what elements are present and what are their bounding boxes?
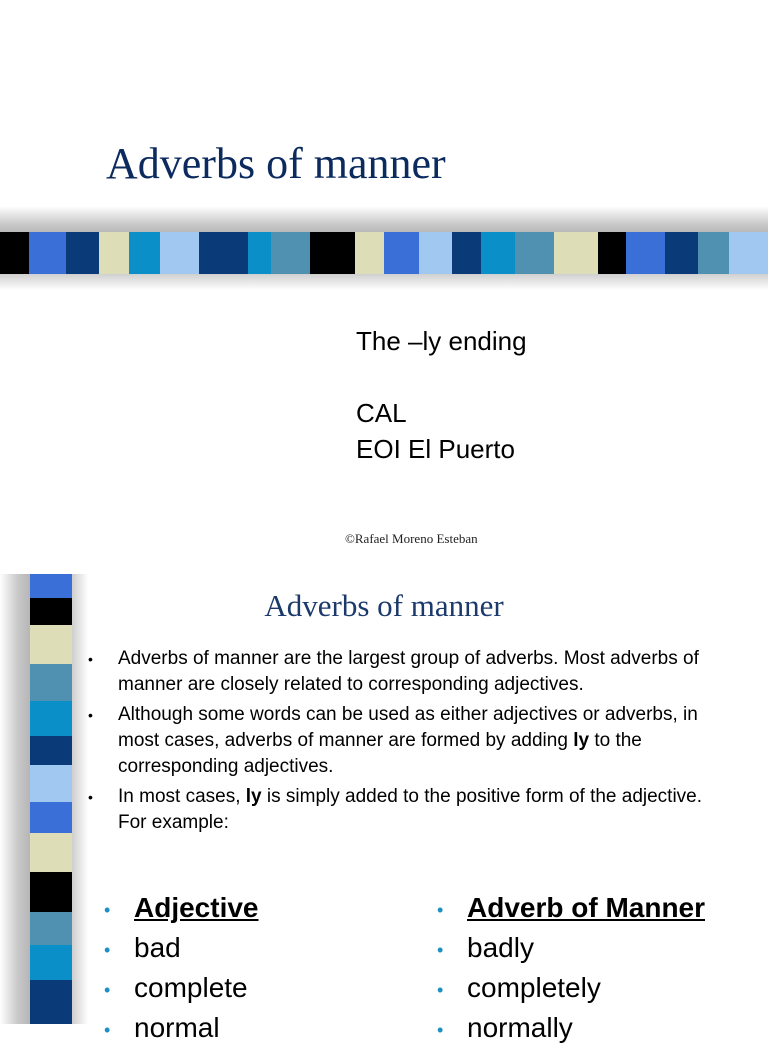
stripe-segment	[30, 802, 72, 833]
stripe-segment	[160, 232, 199, 274]
adjective-column	[104, 888, 259, 1048]
column-item	[104, 968, 259, 1008]
column-item	[437, 928, 705, 968]
stripe-segment	[0, 232, 29, 274]
column-item	[104, 928, 259, 968]
stripe-segment	[30, 736, 72, 765]
bullet-bold-text: ly	[573, 730, 590, 751]
bullet-icon: •	[104, 1020, 111, 1040]
stripe-segment	[698, 232, 729, 274]
stripe-segment	[384, 232, 419, 274]
stripe-segment	[30, 980, 72, 1024]
stripe-segment	[729, 232, 768, 274]
stripe-segment	[30, 625, 72, 664]
bullet-icon: •	[88, 789, 93, 805]
bullet-icon: •	[104, 900, 111, 920]
column-item	[437, 968, 705, 1008]
stripe-segment	[30, 912, 72, 945]
column-header	[437, 888, 705, 928]
stripe-segment	[29, 232, 66, 274]
stripe-segment	[30, 833, 72, 872]
column-header-text: Adjective	[134, 892, 259, 923]
bullet-icon: •	[437, 940, 444, 960]
bullet-item	[88, 784, 728, 836]
slide-title: Adverbs of manner	[264, 588, 504, 623]
bullet-icon: •	[88, 707, 93, 723]
stripe-segment	[129, 232, 160, 274]
slide-title: Adverbs of manner	[106, 139, 446, 188]
stripe-segment	[515, 232, 554, 274]
stripe-segment	[199, 232, 248, 274]
column-header-text: Adverb of Manner	[467, 892, 706, 923]
stripe-segment	[554, 232, 599, 274]
bullet-text: Although some words can be used as either adjectives or adverbs, in most cases, adverbs of manner are formed by adding	[118, 704, 698, 751]
stripe-segment	[99, 232, 128, 274]
column-item-text: badly	[467, 932, 534, 963]
bullet-icon: •	[437, 900, 444, 920]
bullet-list	[88, 646, 728, 840]
stripe-segment	[30, 664, 72, 701]
column-item-text: completely	[467, 972, 601, 1003]
subtitle-line: The –ly ending	[356, 326, 527, 356]
column-item	[104, 1008, 259, 1048]
copyright-text: ©Rafael Moreno Esteban	[345, 531, 478, 546]
bullet-item	[88, 702, 728, 780]
decorative-stripe	[0, 232, 768, 274]
bullet-icon: •	[104, 980, 111, 1000]
subtitle-line: EOI El Puerto	[356, 434, 515, 464]
stripe-segment	[30, 765, 72, 802]
stripe-segment	[665, 232, 698, 274]
stripe-segment	[30, 872, 72, 912]
bullet-icon: •	[437, 1020, 444, 1040]
column-item-text: bad	[134, 932, 181, 963]
column-item	[437, 1008, 705, 1048]
stripe-segment	[30, 945, 72, 980]
column-header	[104, 888, 259, 928]
adverb-column	[437, 888, 705, 1048]
decorative-stripe	[30, 574, 72, 1024]
stripe-segment	[30, 701, 72, 736]
subtitle-line: CAL	[356, 398, 407, 428]
stripe-segment	[452, 232, 481, 274]
stripe-segment	[626, 232, 665, 274]
bullet-icon: •	[88, 651, 93, 667]
stripe-segment	[310, 232, 355, 274]
bullet-icon: •	[104, 940, 111, 960]
stripe-segment	[481, 232, 514, 274]
content-slide	[0, 574, 768, 1043]
stripe-segment	[66, 232, 99, 274]
stripe-segment	[355, 232, 384, 274]
stripe-segment	[419, 232, 452, 274]
bullet-text: is simply added to the positive form of the adjective. For example:	[118, 786, 703, 833]
bullet-bold-text: ly	[245, 786, 262, 807]
column-item-text: complete	[134, 972, 248, 1003]
stripe-segment	[248, 232, 271, 274]
bullet-item	[88, 646, 728, 698]
bullet-text: In most cases,	[118, 786, 246, 807]
stripe-segment	[271, 232, 310, 274]
bullet-text: Adverbs of manner are the largest group of adverbs. Most adverbs of manner are closely related to corresponding adjectives.	[118, 648, 699, 695]
stripe-segment	[598, 232, 625, 274]
column-item-text: normal	[134, 1012, 220, 1043]
column-item-text: normally	[467, 1012, 573, 1043]
bullet-text: to the corresponding adjectives.	[118, 730, 642, 777]
bullet-icon: •	[437, 980, 444, 1000]
